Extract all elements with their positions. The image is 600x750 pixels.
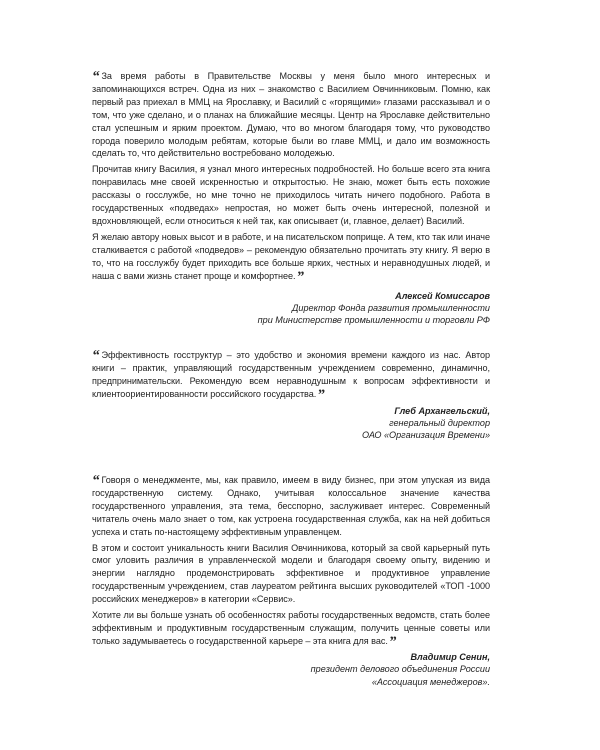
quote-open-mark: “: [92, 348, 100, 364]
signature: [92, 405, 490, 442]
testimonial-komissarov: [92, 70, 490, 327]
paragraph-text: В этом и состоит уникальность книги Василия Овчинникова, который за свой карьерный путь смог уловить различия в управленческой модели и благодаря своему опыту, видению и энергии наглядно продемонстрировать эффективное и продуктивное управление государственным учреждением, став лауреатом рейтинга высших руководителей «ТОП -1000 российских менеджеров» в категории «Сервис».: [92, 542, 490, 605]
testimonial-paragraph: [92, 349, 490, 401]
testimonial-arkhangelsky: [92, 349, 490, 442]
signature-organization: при Министерстве промышленности и торговли РФ: [257, 315, 490, 326]
testimonial-senin: [92, 474, 490, 688]
signature: [92, 651, 490, 688]
quote-open-mark: “: [92, 69, 100, 85]
testimonial-paragraph: [92, 163, 490, 228]
paragraph-text: За время работы в Правительстве Москвы у меня было много интересных и запоминающихся встреч. Одна из них – знакомство с Василием Овчинниковым. Помню, как первый раз приехал в ММЦ на Ярославку, и Василий с «горящими» глазами рассказывал и о том, что уже сделано, и о планах на ближайшие месяцы. Центр на Ярославке действительно стал успешным и ярким проектом. Думаю, что во многом благодаря тому, что руководство города поверило молодым ребятам, которые были во главе ММЦ, и дало им возможность сделать то, что действительно востребовано молодежью.: [92, 71, 490, 159]
quote-close-mark: ”: [388, 633, 397, 650]
paragraph-text: Я желаю автору новых высот и в работе, и на писательском поприще. А тем, кто так или иначе сталкивается с работой «подведов» – рекомендую обязательно прочитать эту книгу. Я верю в то, что на госслужбу будет приходить все больше ярких, честных и неравнодушных людей, и наша с вами жизнь станет проще и комфортнее.: [92, 231, 490, 281]
signature-organization: ОАО «Организация Времени»: [361, 430, 490, 441]
quote-open-mark: “: [92, 473, 100, 489]
signature-name: Глеб Архангельский,: [394, 405, 490, 416]
signature-title: президент делового объединения России: [310, 664, 490, 675]
testimonial-paragraph: [92, 542, 490, 607]
signature-name: Алексей Комиссаров: [395, 290, 490, 301]
testimonial-paragraph: [92, 231, 490, 283]
quote-close-mark: ”: [296, 268, 304, 285]
signature-title: Директор Фонда развития промышленности: [292, 302, 490, 313]
signature-organization: «Ассоциация менеджеров».: [371, 676, 490, 687]
paragraph-text: Говоря о менеджменте, мы, как правило, имеем в виду бизнес, при этом упуская из вида государственную систему. Однако, учитывая колоссальное значение качества государственного управления, эта тема, бесспорно, заслуживает интерес. Современный читатель очень мало знает о том, как устроена государственная служба, как на ней добиться успеха и стать по-настоящему эффективным управленцем.: [92, 475, 490, 537]
signature: [92, 290, 490, 327]
testimonial-paragraph: [92, 609, 490, 648]
testimonial-paragraph: [92, 70, 490, 160]
quote-close-mark: ”: [317, 386, 325, 403]
paragraph-text: Прочитав книгу Василия, я узнал много интересных подробностей. Но больше всего эта книга понравилась мне своей искренностью и открытостью. Не знаю, может быть есть похожие рассказы о госслужбе, но мне точно не приходилось читать ничего подобного. Работа в государственных «подведах» непростая, но может быть очень интересной, полезной и вдохновляющей, если относиться к ней так, как описывает (и, главное, делает) Василий.: [92, 164, 490, 226]
signature-name: Владимир Сенин,: [410, 651, 490, 662]
testimonial-paragraph: [92, 474, 490, 539]
paragraph-text: Хотите ли вы больше узнать об особенностях работы государственных ведомств, стать более эффективным и продуктивным государственным служащим, получить ценные советы или только задумываетесь о государственной карьере – эта книга для вас.: [92, 610, 490, 646]
signature-title: генеральный директор: [389, 418, 490, 429]
paragraph-text: Эффективность госструктур – это удобство и экономия времени каждого из нас. Автор книги – практик, управляющий государственным учреждением современно, динамично, предпринимательски. Рекомендую всем неравнодушным к вопросам эффективности и клиентоориентированности российского государства.: [92, 350, 490, 399]
